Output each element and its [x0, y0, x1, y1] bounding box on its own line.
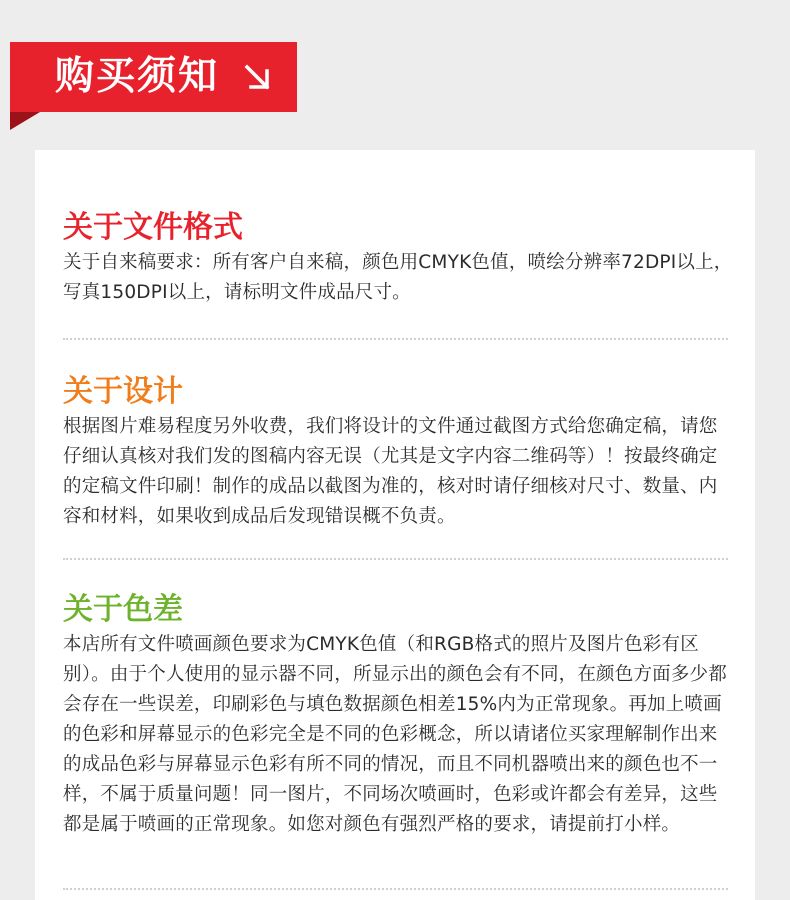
notice-card — [35, 150, 755, 900]
divider — [63, 338, 728, 340]
divider — [63, 558, 728, 560]
section-heading: 关于色差 — [63, 592, 183, 627]
purchase-notice-banner — [10, 42, 297, 112]
section-body: 关于自来稿要求：所有客户自来稿，颜色用CMYK色值，喷绘分辨率72DPI以上，写真150DPI以上，请标明文件成品尺寸。 — [63, 252, 733, 303]
divider — [63, 888, 728, 890]
banner-title: 购买须知 — [55, 54, 220, 99]
section-body: 根据图片难易程度另外收费，我们将设计的文件通过截图方式给您确定稿，请您仔细认真核对我们发的图稿内容无误（尤其是文字内容二维码等）！按最终确定的定稿文件印刷！制作的成品以截图为准的，核对时请仔细核对尺寸、数量、内容和材料，如果收到成品后发现错误概不负责。 — [63, 416, 718, 527]
section-heading: 关于文件格式 — [63, 210, 243, 245]
section-color-difference — [63, 590, 733, 840]
arrow-down-right-icon — [242, 62, 272, 92]
section-design — [63, 372, 733, 532]
section-file-format — [63, 208, 733, 308]
section-heading: 关于设计 — [63, 374, 183, 409]
section-body: 本店所有文件喷画颜色要求为CMYK色值（和RGB格式的照片及图片色彩有区别）。由于个人使用的显示器不同，所显示出的颜色会有不同，在颜色方面多少都会存在一些误差，印刷彩色与填色数据颜色相差15%内为正常现象。再加上喷画的色彩和屏幕显示的色彩完全是不同的色彩概念，所以请诸位买家理解制作出来的成品色彩与屏幕显示色彩有所不同的情况，而且不同机器喷出来的颜色也不一样，不属于质量问题！同一图片，不同场次喷画时，色彩或许都会有差异，这些都是属于喷画的正常现象。如您对颜色有强烈严格的要求，请提前打小样。 — [63, 634, 727, 835]
banner-fold — [10, 112, 40, 130]
